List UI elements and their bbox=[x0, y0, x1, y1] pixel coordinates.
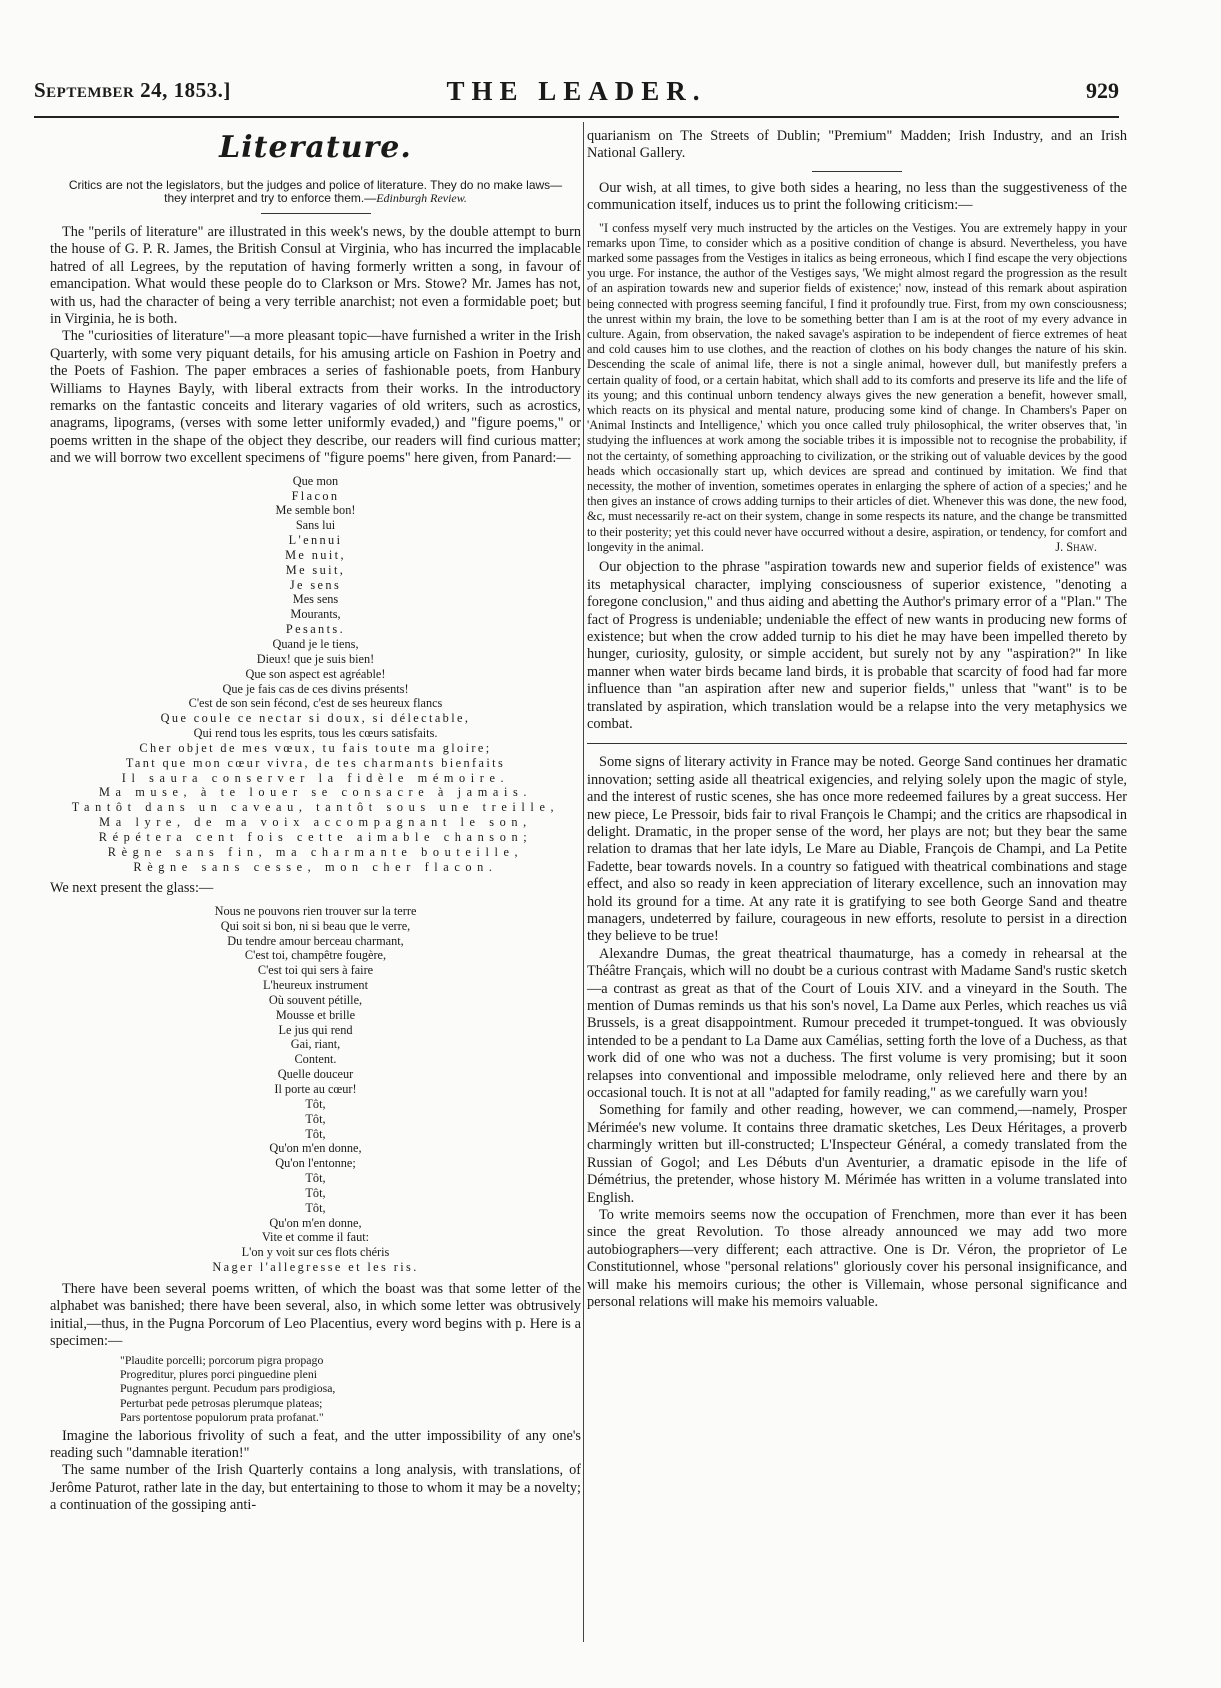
poem-line: L'heureux instrument bbox=[262, 978, 368, 993]
paragraph-continued: quarianism on The Streets of Dublin; "Premium" Madden; Irish Industry, and an Irish National Gallery. bbox=[587, 128, 1127, 162]
poem-line: Nous ne pouvons rien trouver sur la terre bbox=[214, 903, 417, 918]
divider bbox=[587, 743, 1127, 744]
poem-line: Gai, riant, bbox=[290, 1037, 341, 1052]
poem-line: Où souvent pétille, bbox=[268, 992, 363, 1007]
poem-line: Que je fais cas de ces divins présents! bbox=[222, 681, 409, 696]
poem-line: C'est toi, champêtre fougère, bbox=[244, 948, 387, 963]
poem-line: Ma lyre, de ma voix accompagnant le son, bbox=[99, 815, 532, 830]
poem-line: Tôt, bbox=[305, 1111, 326, 1126]
poem-line: Tantôt dans un caveau, tantôt sous une treille, bbox=[71, 800, 560, 815]
poem-line: Mourants, bbox=[290, 607, 341, 622]
poem-line: Quand je le tiens, bbox=[272, 636, 359, 651]
paragraph-curiosities: The "curiosities of literature"—a more pleasant topic—have furnished a writer in the Irish Quarterly, with some very piquant details, for his amusing article on Fashion in Poetry and the Poets of Fashion. The paper embraces a series of fashionable poets, from Hanbury Williams to Haynes Bayly, with liberal extracts from their works. In the introductory remarks on the fantastic conceits and literary vagaries of old writers, such as acrostics, anagrams, lipograms, (verses with some letter uniformly evaded,) and "figure poems," or poems written in the shape of the object they describe, our readers will find curious matter; and we will borrow two excellent specimens of "figure poems" here given, from Panard:— bbox=[50, 328, 581, 467]
motto-text: Critics are not the legislators, but the judges and police of literature. They do no make laws—they interpret and try to enforce them.— bbox=[68, 178, 563, 205]
glass-figure-poem bbox=[50, 904, 581, 1275]
motto-source: Edinburgh Review. bbox=[376, 191, 467, 205]
poem-line: Pugnantes pergunt. Pecudum pars prodigiosa, bbox=[120, 1381, 336, 1396]
poem-line: Il saura conserver la fidèle mémoire. bbox=[121, 770, 510, 785]
poem-line: Tôt, bbox=[305, 1096, 326, 1111]
paragraph-merimee: Something for family and other reading, however, we can commend,—namely, Prosper Mérimée's new volume. It contains three dramatic sketches, Les Deux Héritages, a proverb charmingly written but ill-constructed; L'Inspecteur Général, a comedy translated from the Russian of Gogol; and Les Débuts d'un Aventurier, a dramatic episode in the life of Démétrius, the pretender, whose history M. Mérimée has written in a volume translated into English. bbox=[587, 1102, 1127, 1206]
newspaper-title: THE LEADER. bbox=[446, 76, 707, 106]
poem-line: Qui soit si bon, ni si beau que le verre, bbox=[220, 918, 411, 933]
poem-line: Progreditur, plures porci pinguedine pleni bbox=[120, 1367, 318, 1381]
paragraph-perils: The "perils of literature" are illustrated in this week's news, by the double attempt to burn the house of G. P. R. James, the British Consul at Virginia, who has incurred the implacable hatred of all Legrees, by the reputation of having formerly written a song, in favour of emancipation. What would these people do to Clarkson or Mrs. Stowe? Mr. James has not, with us, had the character of being a very terrible anarchist; not even a formidable poet; but in Virginia, he is both. bbox=[50, 224, 581, 328]
poem-line: Dieux! que je suis bien! bbox=[256, 651, 375, 666]
paragraph-criticism-intro: Our wish, at all times, to give both sides a hearing, no less than the suggestiveness of the communication itself, induces us to print the following criticism:— bbox=[587, 179, 1127, 214]
poem-line: Me semble bon! bbox=[275, 503, 356, 518]
poem-line: L'on y voit sur ces flots chéris bbox=[241, 1245, 390, 1260]
right-column bbox=[587, 128, 1127, 1311]
poem-line: C'est de son sein fécond, c'est de ses heureux flancs bbox=[188, 696, 443, 711]
poem-line: Vite et comme il faut: bbox=[261, 1230, 370, 1245]
poem-line: Nager l'allegresse et les ris. bbox=[212, 1260, 419, 1275]
poem-line: Pars portentose populorum prata profanat." bbox=[120, 1410, 324, 1425]
poem-line: Du tendre amour berceau charmant, bbox=[227, 933, 404, 948]
poem-line: Perturbat pede petrosas plerumque plateas; bbox=[120, 1395, 323, 1410]
poem-line: Que son aspect est agréable! bbox=[245, 666, 386, 681]
glass-intro: We next present the glass:— bbox=[50, 880, 214, 897]
poem-line: Sans lui bbox=[295, 518, 336, 533]
poem-line: Que coule ce nectar si doux, si délectable, bbox=[160, 711, 471, 726]
paragraph-george-sand: Some signs of literary activity in France may be noted. George Sand continues her dramatic innovation; setting aside all theatrical exigencies, and relying solely upon the magic of style, and the interest of rustic scenes, she has once more redeemed failures by a great success. Her new piece, Le Pressoir, bids fair to rival François le Champi; and the critics are rhapsodical in delight. Dramatic, in the proper sense of the word, her plays are not; but they bear the same relation to dramas that her late idyls, Le Mare au Diable, François de Champi, and La Petite Fadette, bear towards novels. In a country so fatigued with theatrical combinations and stage effect, and also so ready in keen appreciation of literary excellence, such an innovation may hold its ground for a time. At any rate it is gratifying to see both George Sand and theatre managers, undeterred by failure, courageous in new efforts, resolute to persist in a direction they believe to be true! bbox=[587, 754, 1127, 945]
poem-line: L'ennui bbox=[288, 533, 343, 548]
poem-line: Règne sans cesse, mon cher flacon. bbox=[133, 859, 498, 874]
poem-line: Mousse et brille bbox=[275, 1007, 356, 1022]
poem-line: Tant que mon cœur vivra, de tes charmants bienfaits bbox=[125, 755, 506, 770]
poem-line: Mes sens bbox=[292, 592, 339, 607]
paragraph-irish-quarterly: The same number of the Irish Quarterly contains a long analysis, with translations, of Jerôme Paturot, rather late in the day, but entertaining to those to whom it may be a novelty; a continuation of the gossiping anti- bbox=[50, 1462, 581, 1514]
poem-line: Tôt, bbox=[305, 1200, 326, 1215]
poem-line: Tôt, bbox=[305, 1171, 326, 1186]
paragraph-lipograms: There have been several poems written, of which the boast was that some letter of the alphabet was banished; there have been several, also, in which some letter was obtrusively initial,—thus, in the Pugna Porcorum of Leo Placentius, every word begins with p. Here is a specimen:— bbox=[50, 1280, 581, 1350]
poem-line: "Plaudite porcelli; porcorum pigra propago bbox=[120, 1352, 324, 1367]
poem-line: Il porte au cœur! bbox=[274, 1082, 357, 1096]
left-column bbox=[50, 128, 581, 1515]
issue-date: September 24, 1853.] bbox=[34, 78, 231, 102]
poem-line: Répétera cent fois cette aimable chanson; bbox=[98, 829, 533, 844]
poem-line: Que mon bbox=[292, 473, 339, 488]
poem-line: Qui rend tous les esprits, tous les cœurs satisfaits. bbox=[193, 726, 438, 741]
paragraph-memoirs: To write memoirs seems now the occupation of Frenchmen, more than ever it has been since the great Revolution. To those already announced we may add two more autobiographers—very different; each attractive. One is Dr. Véron, the proprietor of Le Constitutionnel, whose "personal relations" gloriously cover his personal insignificance, and will make his memoirs curious; the other is Villemain, whose personal significance and personal relations will make his memoirs valuable. bbox=[587, 1206, 1127, 1310]
poem-line: Flacon bbox=[291, 488, 340, 503]
poem-line: Règne sans fin, ma charmante bouteille, bbox=[107, 844, 524, 859]
poem-line: Quelle douceur bbox=[277, 1067, 354, 1082]
paragraph-dumas: Alexandre Dumas, the great theatrical thaumaturge, has a comedy in rehearsal at the Théâtre Français, which will no doubt be a curious contrast with Madame Sand's rustic sketch—a contrast as great as that of the Court of Louis XIV. and a vineyard in the South. The mention of Dumas reminds us that his son's novel, La Dame aux Perles, which reaches us viâ Brussels, is a great disappointment. Rumour preceded it trumpet-tongued. It was obviously intended to be a pendant to La Dame aux Camélias, setting forth the love of a Duchess, as that work did of one who was not a duchess. The first volume is very promising; but it soon relapses into conventional and impossible melodrame, only relieved here and there by an occasional touch. It is not at all "adapted for family reading," as we carefully warn you! bbox=[587, 945, 1127, 1102]
paragraph-frivolity: Imagine the laborious frivolity of such a feat, and the utter impossibility of any one's reading such "damnable iteration!" bbox=[50, 1427, 581, 1462]
section-title: Literature. bbox=[219, 130, 412, 165]
poem-line: Tôt, bbox=[305, 1185, 326, 1200]
poem-line: Ma muse, à te louer se consacre à jamais. bbox=[98, 785, 533, 800]
page-number: 929 bbox=[1086, 78, 1119, 103]
poem-line: Pesants. bbox=[285, 622, 346, 637]
latin-specimen bbox=[120, 1353, 581, 1425]
poem-line: Qu'on m'en donne, bbox=[269, 1141, 362, 1156]
masthead bbox=[34, 76, 1119, 118]
divider bbox=[261, 213, 371, 214]
letter-quote: "I confess myself very much instructed by the articles on the Vestiges. You are extremely happy in your remarks upon Time, to consider which as a positive condition of change is absurd. Nevertheless, you have marked some passages from the Vestiges in italics as being erroneous, which I find escape the very objections you urge. For instance, the author of the Vestiges says, 'We might almost regard the progression as the result of an aspiration towards new and superior fields of existence;' now, instead of this remark about aspiration being connected with progress seeming fanciful, I find it profoundly true. First, from my own consciousness; the unrest within my brain, the love to be something better than I am is at the root of my every advance in culture. Again, from observation, the naked savage's aspiration to be independent of fierce extremes of heat and cold causes him to use clothes, and the reaction of clothes on his body changes the nature of his skin. Descending the scale of animal life, there is not a single animal, however dull, but manifestly prefers a certain quality of food, or a certain habitat, which shall add to its comforts and preserve its life and the life of its young; and this continual unborn tendency always gives the new generation a benefit, however small, which reacts on its physical and mental nature, producing some kind of change. In Chambers's Paper on 'Animal Instincts and Intelligence,' which you once called truly philosophical, the writer observes that, 'in studying the influences at work among the sociable tribes it is impossible not to recognise the probability, if not the certainty, of something approaching to civilization, or the striking out of valuable devices by the good heads which occasionally start up, which devices are spread and continued by imitation. We find that necessity, the mother of invention, sometimes operates in enlarging the sphere of action of a species;' and he then gives an instance of crows adding turnips to their articles of diet. Whenever this was done, the new food, &c, must necessarily re-act on their system, change in some respects its nature, and the change be transmitted to their posterity; yet this could never have occurred without a desire, aspiration, or tendency, for comfort and longevity in the animal. bbox=[587, 220, 1127, 554]
paragraph-objection: Our objection to the phrase "aspiration towards new and superior fields of existence" was its metaphysical character, implying consciousness of superior existence, "denoting a foregone conclusion," and thus aiding and abetting the Author's primary error of a "Plan." The fact of Progress is undeniable; undeniable the effect of new wants in producing new forms of existence; but when the crow added turnip to his diet he may have been impelled thereto by hunger, curiosity, gulosity, or simple accident, but surely not by any "aspiration?" In like manner when water birds became land birds, it is probable that scarcity of food had far more influence than "an aspiration after new and superior fields," unless that "want" is to be translated by aspiration, which translation would be a relapse into the very metaphysics we combat. bbox=[587, 559, 1127, 732]
divider bbox=[812, 171, 902, 172]
motto bbox=[60, 179, 571, 205]
column-divider bbox=[583, 122, 584, 1642]
poem-line: Le jus qui rend bbox=[278, 1022, 353, 1037]
flacon-figure-poem bbox=[50, 474, 581, 875]
letter-signature: J. Shaw. bbox=[1055, 540, 1097, 555]
poem-line: Qu'on m'en donne, bbox=[269, 1215, 362, 1230]
poem-line: Tôt, bbox=[305, 1126, 326, 1141]
poem-line: Me nuit, bbox=[285, 547, 346, 562]
poem-line: C'est toi qui sers à faire bbox=[257, 963, 374, 978]
poem-line: Cher objet de mes vœux, tu fais toute ma gloire; bbox=[139, 740, 492, 755]
poem-line: Me suit, bbox=[285, 562, 346, 577]
poem-line: Je sens bbox=[289, 577, 342, 592]
poem-line: Content. bbox=[294, 1052, 337, 1067]
poem-line: Qu'on l'entonne; bbox=[275, 1156, 356, 1171]
